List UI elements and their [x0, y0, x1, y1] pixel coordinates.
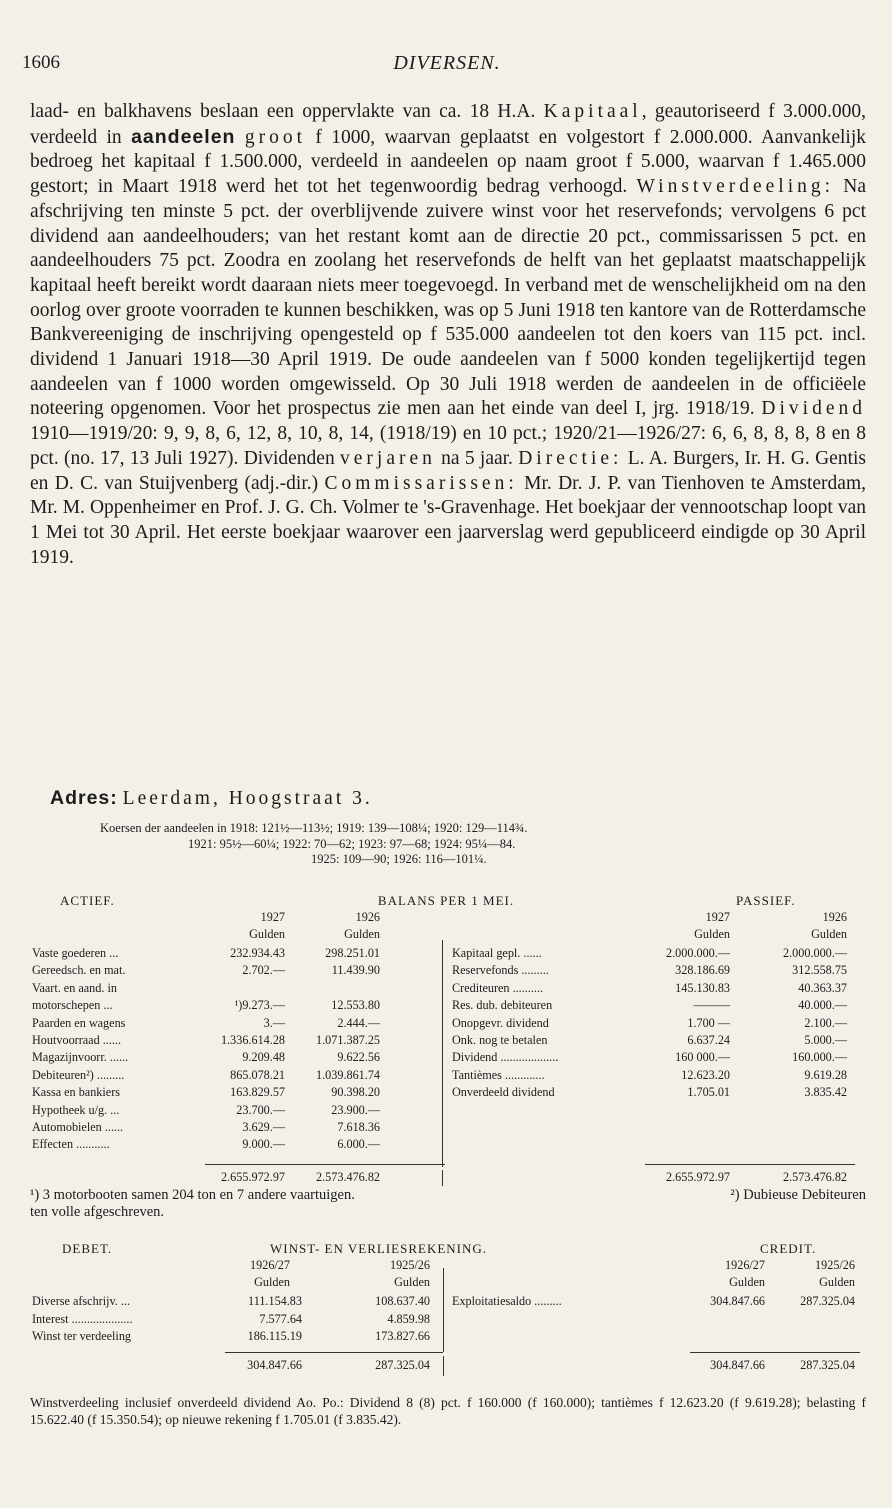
passief-row-1927: 1.700 — [687, 1015, 730, 1030]
aandeelen-label: aandeelen [131, 125, 236, 148]
passief-row-1927: 145.130.83 [675, 980, 730, 995]
actief-row-1927: 232.934.43 [230, 946, 285, 960]
actief-row-label: Paarden en wagens [32, 1015, 126, 1030]
actief-row-label: Debiteuren²) ......... [32, 1067, 125, 1082]
col-year: 1926 [822, 910, 847, 924]
actief-row-1926: 7.618.36 [337, 1120, 380, 1134]
column-divider [443, 1268, 444, 1352]
credit-header: CREDIT. [760, 1241, 817, 1256]
text-run: laad- en balkhavens beslaan een oppervlakte van ca. 18 H.A. [30, 101, 536, 122]
credit-row-label: Exploitatiesaldo ......... [452, 1294, 562, 1308]
actief-row-1927: 3.629.— [242, 1120, 285, 1134]
actief-row-1927: 23.700.— [236, 1102, 285, 1117]
debet-row-value-1: 111.154.83 [248, 1294, 302, 1308]
passief-row-1926: 2.000.000.— [783, 946, 847, 960]
profit-distribution-note: Winstverdeeling inclusief onverdeeld dividend Ao. Po.: Dividend 8 (8) pct. f 160.000 (f 160.000); tantièmes f 12.623.20 (f 9.619.28); belasting f 15.622.40 (f 15.350.54); op nieuwe rekening f 1.705.01 (f 3.835.42). [30, 1395, 866, 1427]
footnote-2-cont: ten volle afgeschreven. [30, 1204, 165, 1220]
share-prices-line: 1921: 95½—60¼; 1922: 70—62; 1923: 97—68; 1924: 95¼—84. [188, 836, 516, 851]
text-run: , geautoriseerd [641, 101, 769, 122]
passief-row-label: Kapitaal gepl. ...... [452, 946, 542, 960]
actief-row-1927: 1.336.614.28 [221, 1033, 285, 1047]
column-divider [443, 1356, 444, 1376]
passief-row-1927: 1.705.01 [687, 1085, 730, 1100]
col-unit: Gulden [254, 1275, 290, 1289]
passief-row-1927: ——— [693, 998, 730, 1013]
total-credit-1: 304.847.66 [710, 1358, 765, 1372]
passief-row-1927: 12.623.20 [681, 1067, 730, 1082]
text-run: f 1000, waarvan geplaatst en volgestort f 2.000.000. Aanvankelijk bedroeg het kapitaal f 1.500.000, verdeeld in aandeelen op naam groot f 5.000, waarvan f 1.465.000 gestort; in Maart 1918 werd het tot het tegenwoordig bedrag verhoogd. [30, 126, 866, 198]
passief-header: PASSIEF. [736, 893, 796, 908]
actief-row-1926: 1.039.861.74 [316, 1067, 380, 1082]
passief-row-label: Reservefonds ......... [452, 963, 549, 978]
passief-row-1926: 2.100.— [804, 1015, 847, 1030]
actief-row-1927: 9.000.— [242, 1137, 285, 1152]
page-number: 1606 [22, 52, 60, 73]
passief-row-label: Onk. nog te betalen [452, 1033, 548, 1047]
col-unit: Gulden [394, 1275, 430, 1289]
debet-row-value-2: 108.637.40 [375, 1294, 430, 1308]
passief-row-1927: 6.637.24 [687, 1033, 730, 1047]
actief-header: ACTIEF. [60, 893, 115, 908]
address-label: Adres: [50, 787, 118, 809]
actief-row-1926: 6.000.— [337, 1137, 380, 1152]
total-actief-1926: 2.573.476.82 [316, 1170, 380, 1184]
total-passief-1926: 2.573.476.82 [783, 1170, 847, 1184]
actief-row-1926: 1.071.387.25 [316, 1033, 380, 1047]
total-credit-2: 287.325.04 [800, 1358, 855, 1372]
actief-row-label: Vaste goederen ... [32, 946, 119, 960]
actief-row-1927: 163.829.57 [230, 1085, 285, 1100]
text-run: Na afschrijving ten minste 5 pct. der overblijvende zuivere winst voor het reservefonds; vervolgens 6 pct dividend aan aandeelhouders; van het restant komt aan de directie 20 pct., commissarissen 5 pct. en aandeelhouders 75 pct. Zoodra en zoolang het reservefonds de helft van het geplaatst maatschappelijk kapitaal heeft bereikt wordt daaraan niets meer toegevoegd. In verband met de wenschelijkheid om na den oorlog over groote voorraden te kunnen beschikken, was op 5 Juni 1918 ten kantore van de Rotterdamsche Bankvereeniging de inschrijving opengesteld op f 535.000 aandeelen tot den koers van 115 pct. incl. dividend 1 Januari 1918—30 April 1919. De oude aandeelen van f 5000 konden tegelijkertijd tegen aandeelen van f 1000 worden omgewisseld. Op 30 Juli 1918 werden de aandeelen in de officiëele noteering opgenomen. Voor het prospectus zie men aan het einde van deel I, jrg. 1918/19. [30, 176, 866, 420]
share-prices-line: 1925: 109—90; 1926: 116—101¼. [311, 852, 487, 866]
col-year: 1927 [260, 910, 285, 924]
col-unit: Gulden [694, 927, 730, 941]
col-year: 1927 [705, 910, 730, 924]
credit-row-value-1: 304.847.66 [710, 1294, 765, 1308]
col-unit: Gulden [811, 927, 847, 941]
col-unit: Gulden [729, 1275, 765, 1289]
debet-row-value-1: 7.577.64 [259, 1311, 302, 1326]
passief-row-1927: 2.000.000.— [666, 946, 730, 960]
passief-row-1926: 5.000.— [804, 1033, 847, 1047]
actief-row-label: Effecten ........... [32, 1137, 110, 1152]
actief-row-label: Automobielen ...... [32, 1120, 124, 1134]
winstverdeeling-label: Winstverdeeling: [636, 176, 835, 198]
actief-row-label: Gereedsch. en mat. [32, 963, 126, 978]
footnote-2: ²) Dubieuse Debiteuren [730, 1187, 866, 1203]
passief-row-label: Dividend ................... [452, 1050, 559, 1065]
passief-row-1927: 328.186.69 [675, 963, 730, 978]
debet-row-label: Diverse afschrijv. ... [32, 1294, 131, 1308]
debet-header: DEBET. [62, 1241, 113, 1256]
total-debet-2: 287.325.04 [375, 1358, 430, 1372]
actief-row-label: Magazijnvoorr. ...... [32, 1050, 129, 1065]
dividend-label: Dividend [761, 398, 866, 420]
col-unit: Gulden [249, 927, 285, 941]
passief-row-1926: 40.000.— [798, 998, 847, 1013]
directie-label: Directie: [518, 447, 623, 469]
footnote-1: ¹) 3 motorbooten samen 204 ton en 7 andere vaartuigen. [30, 1187, 355, 1203]
passief-row-1926: 9.619.28 [804, 1067, 847, 1082]
groot-label: groot [244, 126, 307, 148]
text-run: na 5 jaar. [435, 447, 513, 469]
actief-row-label: Houtvoorraad ...... [32, 1033, 122, 1047]
col-year: 1926/27 [250, 1258, 290, 1272]
actief-row-label: Kassa en bankiers [32, 1085, 120, 1100]
actief-row-1927: ¹)9.273.— [234, 998, 285, 1013]
actief-row-1927: 2.702.— [242, 963, 285, 978]
actief-row-label: Vaart. en aand. in [32, 980, 117, 995]
passief-row-1926: 312.558.75 [792, 963, 847, 978]
actief-row-label: motorschepen ... [32, 998, 113, 1013]
col-year: 1926/27 [725, 1258, 765, 1272]
col-unit: Gulden [819, 1275, 855, 1289]
col-year: 1926 [355, 910, 380, 924]
actief-row-1926: 11.439.90 [331, 963, 380, 978]
total-rule [690, 1352, 860, 1353]
total-rule [225, 1352, 443, 1353]
passief-row-1926: 160.000.— [792, 1050, 847, 1065]
debet-row-label: Interest .................... [32, 1311, 133, 1326]
text-run: L. A. Burgers, Ir. H. G. Gentis en D. C. van Stuijvenberg (adj.-dir.) [30, 447, 867, 494]
commissarissen-label: Commissarissen: [324, 472, 518, 494]
debet-row-value-2: 173.827.66 [375, 1329, 430, 1343]
text-run: 1910—1919/20: 9, 9, 8, 6, 12, 8, 10, 8, 14, (1918/19) en 10 pct.; 1920/21—1926/27: 6, 6, 8, 8, 8, 8 en 8 pct. (no. 17, 13 Juli 1927). Dividenden [30, 423, 866, 469]
verjaren-label: verjaren [340, 447, 436, 469]
actief-row-1927: 9.209.48 [242, 1050, 285, 1065]
credit-row-value-2: 287.325.04 [800, 1294, 855, 1308]
passief-row-label: Tantièmes ............. [452, 1067, 545, 1082]
debet-row-value-2: 4.859.98 [387, 1311, 430, 1326]
total-passief-1927: 2.655.972.97 [666, 1170, 730, 1184]
total-debet-1: 304.847.66 [247, 1358, 302, 1372]
actief-row-label: Hypotheek u/g. ... [32, 1102, 120, 1117]
col-year: 1925/26 [815, 1258, 855, 1272]
actief-row-1926: 90.398.20 [331, 1085, 380, 1100]
actief-row-1926: 2.444.— [337, 1015, 380, 1030]
actief-row-1926: 12.553.80 [331, 998, 380, 1013]
actief-row-1927: 865.078.21 [230, 1067, 285, 1082]
running-title: DIVERSEN. [393, 52, 501, 74]
actief-row-1926: 9.622.56 [337, 1050, 380, 1065]
passief-row-label: Onverdeeld dividend [452, 1085, 555, 1100]
balance-title: BALANS PER 1 MEI. [377, 893, 515, 908]
share-prices-line: Koersen der aandeelen in 1918: 121½—113½; 1919: 139—108¼; 1920: 129—114¾. [100, 821, 528, 835]
actief-row-1927: 3.— [263, 1015, 285, 1030]
debet-row-label: Winst ter verdeeling [32, 1329, 132, 1343]
total-actief-1927: 2.655.972.97 [221, 1170, 285, 1184]
kapitaal-label: Kapitaal [543, 101, 642, 122]
actief-row-1926: 298.251.01 [325, 946, 380, 960]
passief-row-label: Crediteuren .......... [452, 980, 544, 995]
text-run: Mr. Dr. J. P. van Tienhoven te Amsterdam, Mr. M. Oppenheimer en Prof. J. G. Ch. Volmer te 's-Gravenhage. Het boekjaar der vennootschap loopt van 1 Mei tot 30 April. Het eerste boekjaar waarover een jaarverslag werd gepubliceerd eindigde op 30 April 1919. [30, 472, 866, 568]
text-run: f 3.000.000, verdeeld in [30, 101, 866, 148]
passief-row-1926: 40.363.37 [798, 980, 847, 995]
passief-row-label: Onopgevr. dividend [452, 1015, 549, 1030]
col-unit: Gulden [344, 927, 380, 941]
passief-row-1927: 160 000.— [675, 1050, 730, 1065]
passief-row-1926: 3.835.42 [804, 1085, 847, 1100]
address-value: Leerdam, Hoogstraat 3. [122, 788, 373, 809]
col-year: 1925/26 [390, 1258, 430, 1272]
pl-title: WINST- EN VERLIESREKENING. [270, 1241, 488, 1256]
passief-row-label: Res. dub. debiteuren [452, 998, 553, 1013]
debet-row-value-1: 186.115.19 [247, 1329, 302, 1343]
actief-row-1926: 23.900.— [331, 1102, 380, 1117]
